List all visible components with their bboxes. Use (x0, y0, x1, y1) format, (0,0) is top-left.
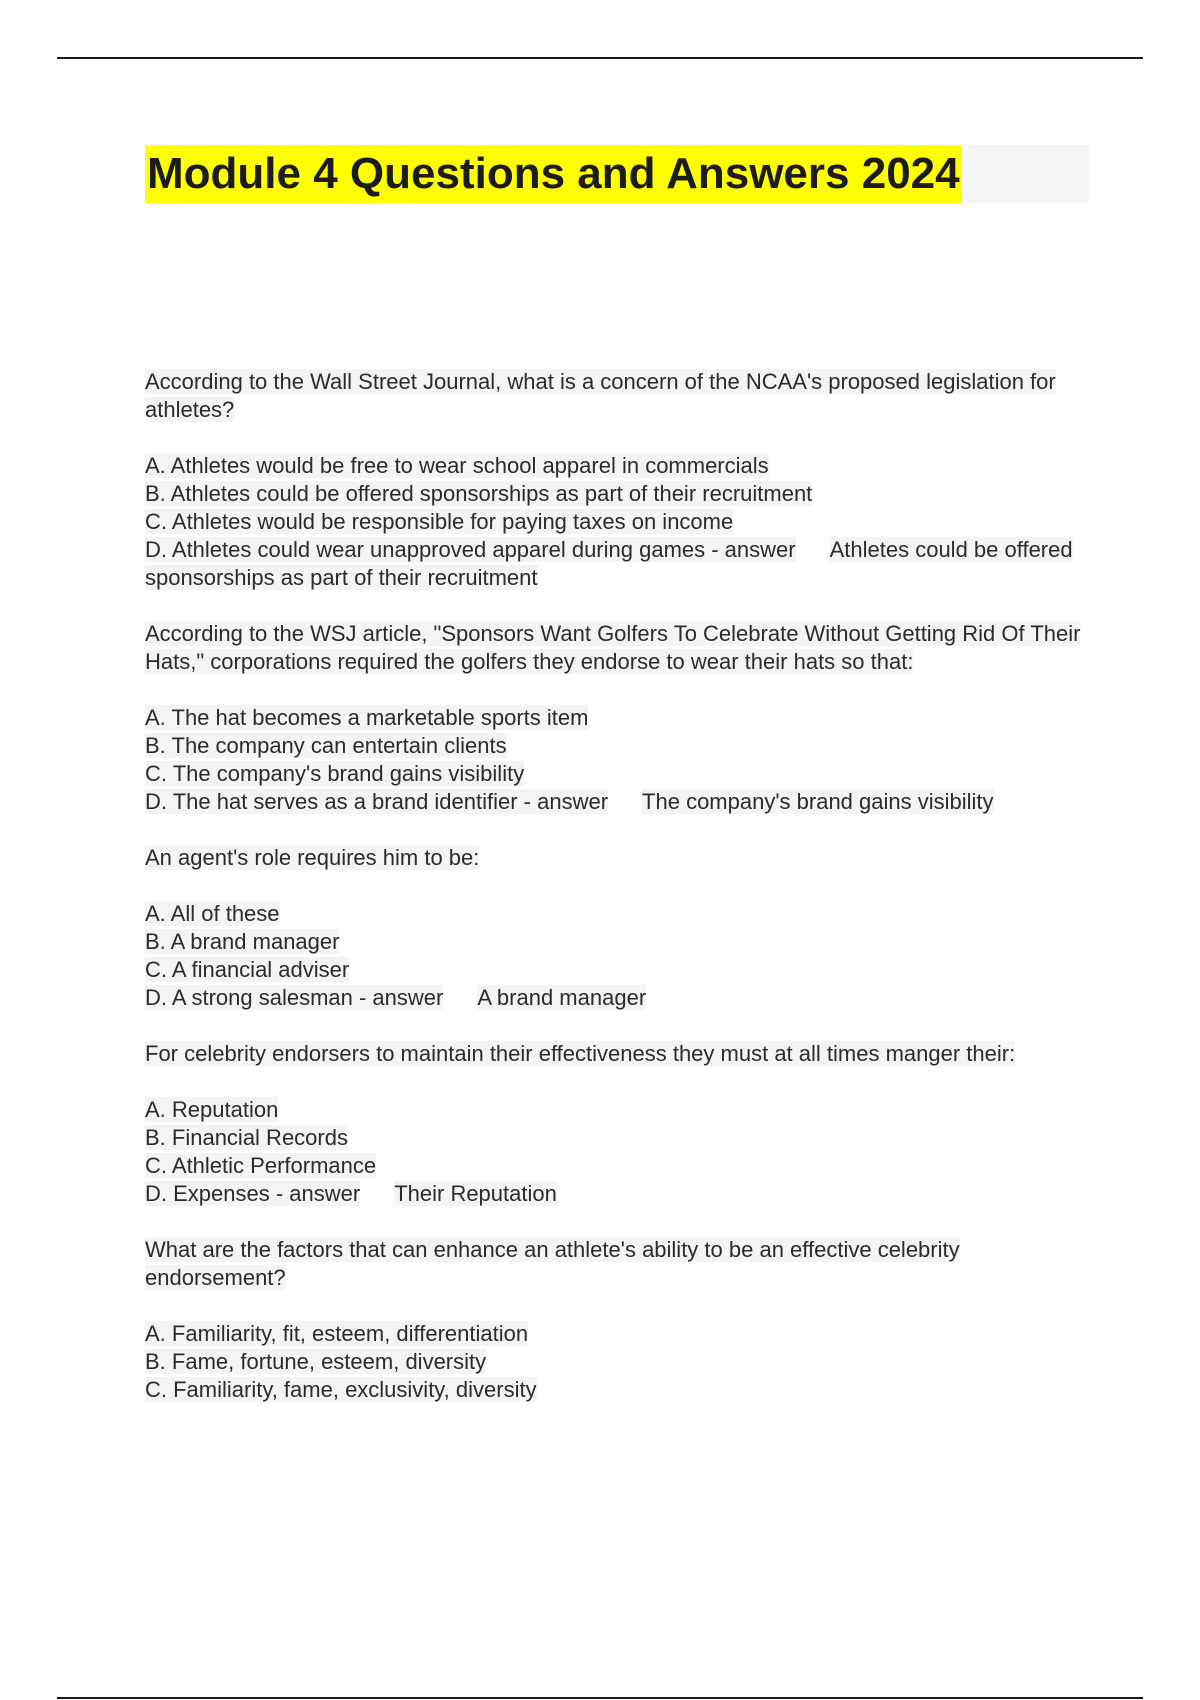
option-item: B. Athletes could be offered sponsorships as part of their recruitment (145, 481, 813, 506)
option-item: A. Athletes would be free to wear school apparel in commercials (145, 453, 769, 478)
answer-text: A brand manager (477, 985, 647, 1010)
option-item: B. Financial Records (145, 1125, 348, 1150)
option-item: B. Fame, fortune, esteem, diversity (145, 1349, 487, 1374)
option-item-with-answer: D. The hat serves as a brand identifier - answer The company's brand gains visibility (145, 789, 994, 814)
option-item: C. Familiarity, fame, exclusivity, diversity (145, 1377, 537, 1402)
option-item-with-answer: D. Athletes could wear unapproved apparel during games - answer Athletes could be offered sponsorships as part of their recruitment (145, 537, 1073, 590)
question-text: According to the WSJ article, "Sponsors Want Golfers To Celebrate Without Getting Rid Of Their Hats," corporations required the golfers they endorse to wear their hats so that: (145, 621, 1081, 674)
answer-text: The company's brand gains visibility (642, 789, 994, 814)
option-item-with-answer: D. Expenses - answer Their Reputation (145, 1181, 557, 1206)
document-title: Module 4 Questions and Answers 2024 (145, 145, 962, 203)
question-text: According to the Wall Street Journal, what is a concern of the NCAA's proposed legislation for athletes? (145, 369, 1056, 422)
bottom-rule (57, 1697, 1143, 1699)
answer-text: Their Reputation (394, 1181, 557, 1206)
question-block (145, 1040, 1090, 1208)
option-item: C. Athletic Performance (145, 1153, 377, 1178)
option-item: C. A financial adviser (145, 957, 350, 982)
option-item: C. The company's brand gains visibility (145, 761, 525, 786)
title-banner (145, 145, 1089, 203)
option-list (145, 900, 1090, 1012)
question-text: What are the factors that can enhance an athlete's ability to be an effective celebrity endorsement? (145, 1237, 960, 1290)
option-item-with-answer: D. A strong salesman - answer A brand manager (145, 985, 647, 1010)
question-block (145, 620, 1090, 816)
question-text: An agent's role requires him to be: (145, 845, 480, 870)
option-list (145, 1320, 1090, 1404)
option-list (145, 1096, 1090, 1208)
question-block (145, 1236, 1090, 1404)
answer-text: Athletes could be offered sponsorships as part of their recruitment (145, 537, 1073, 590)
option-item: A. Familiarity, fit, esteem, differentiation (145, 1321, 529, 1346)
question-list (145, 368, 1090, 1432)
option-list (145, 452, 1090, 592)
question-block (145, 368, 1090, 592)
top-rule (57, 57, 1143, 59)
question-block (145, 844, 1090, 1012)
question-text: For celebrity endorsers to maintain their effectiveness they must at all times manger their: (145, 1041, 1016, 1066)
option-item: B. The company can entertain clients (145, 733, 507, 758)
option-item: A. Reputation (145, 1097, 279, 1122)
option-item: B. A brand manager (145, 929, 340, 954)
option-item: A. The hat becomes a marketable sports item (145, 705, 589, 730)
option-item: A. All of these (145, 901, 280, 926)
option-list (145, 704, 1090, 816)
option-item: C. Athletes would be responsible for paying taxes on income (145, 509, 734, 534)
